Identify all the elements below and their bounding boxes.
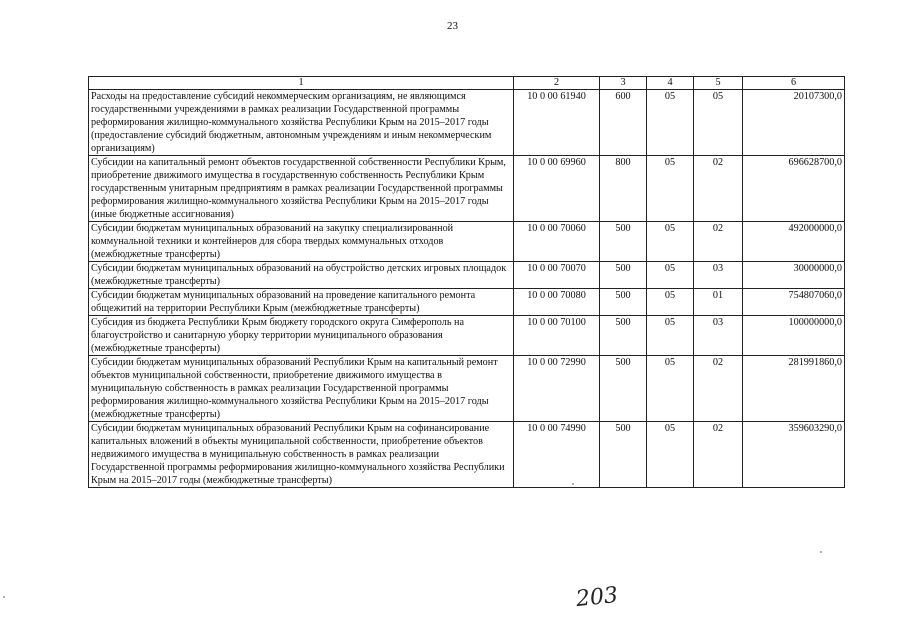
scan-speck bbox=[820, 551, 822, 553]
header-col-5: 5 bbox=[694, 77, 743, 90]
table-row bbox=[89, 289, 845, 316]
row-subsection: 02 bbox=[694, 422, 743, 488]
table-row bbox=[89, 222, 845, 262]
row-expense-type: 500 bbox=[600, 222, 647, 262]
row-section: 05 bbox=[647, 222, 694, 262]
row-subsection: 03 bbox=[694, 316, 743, 356]
scan-speck bbox=[572, 483, 574, 485]
row-section: 05 bbox=[647, 262, 694, 289]
row-description: Субсидии бюджетам муниципальных образований Республики Крым на софинансирование капитальных вложений в объекты муниципальной собственности, приобретение объектов недвижимого имущества в муниципальную собственность в рамках реализации Государственной программы реформирования жилищно-коммунального хозяйства Республики Крым на 2015–2017 годы (межбюджетные трансферты) bbox=[89, 422, 514, 488]
scan-speck bbox=[3, 596, 5, 598]
header-col-3: 3 bbox=[600, 77, 647, 90]
row-description: Субсидии бюджетам муниципальных образований на проведение капитального ремонта общежитий на территории Республики Крым (межбюджетные трансферты) bbox=[89, 289, 514, 316]
row-description: Субсидии бюджетам муниципальных образований Республики Крым на капитальный ремонт объектов муниципальной собственности, приобретение движимого имущества в муниципальную собственность в рамках реализации Государственной программы реформирования жилищно-коммунального хозяйства Республики Крым на 2015–2017 годы (межбюджетные трансферты) bbox=[89, 356, 514, 422]
row-amount: 100000000,0 bbox=[743, 316, 845, 356]
row-subsection: 02 bbox=[694, 156, 743, 222]
row-expense-type: 800 bbox=[600, 156, 647, 222]
table-row bbox=[89, 90, 845, 156]
row-amount: 696628700,0 bbox=[743, 156, 845, 222]
handwritten-page-note: 203 bbox=[574, 582, 620, 613]
row-expense-type: 500 bbox=[600, 289, 647, 316]
row-amount: 30000000,0 bbox=[743, 262, 845, 289]
budget-table bbox=[88, 76, 845, 488]
row-expense-type: 500 bbox=[600, 422, 647, 488]
row-expense-type: 600 bbox=[600, 90, 647, 156]
row-target-code: 10 0 00 70100 bbox=[514, 316, 600, 356]
row-section: 05 bbox=[647, 316, 694, 356]
table-row bbox=[89, 262, 845, 289]
row-section: 05 bbox=[647, 422, 694, 488]
header-col-6: 6 bbox=[743, 77, 845, 90]
table-row bbox=[89, 156, 845, 222]
row-amount: 20107300,0 bbox=[743, 90, 845, 156]
row-target-code: 10 0 00 70060 bbox=[514, 222, 600, 262]
page-number: 23 bbox=[447, 20, 458, 32]
row-subsection: 03 bbox=[694, 262, 743, 289]
header-col-4: 4 bbox=[647, 77, 694, 90]
row-target-code: 10 0 00 61940 bbox=[514, 90, 600, 156]
header-col-1: 1 bbox=[89, 77, 514, 90]
row-target-code: 10 0 00 74990 bbox=[514, 422, 600, 488]
row-amount: 492000000,0 bbox=[743, 222, 845, 262]
row-target-code: 10 0 00 70070 bbox=[514, 262, 600, 289]
row-target-code: 10 0 00 69960 bbox=[514, 156, 600, 222]
row-section: 05 bbox=[647, 356, 694, 422]
row-amount: 281991860,0 bbox=[743, 356, 845, 422]
table-row bbox=[89, 356, 845, 422]
row-description: Расходы на предоставление субсидий некоммерческим организациям, не являющимся государственными учреждениями в рамках реализации Государственной программы реформирования жилищно-коммунального хозяйства Республики Крым на 2015–2017 годы (предоставление субсидий бюджетным, автономным учреждениям и иным некоммерческим организациям) bbox=[89, 90, 514, 156]
row-description: Субсидии бюджетам муниципальных образований на обустройство детских игровых площадок (межбюджетные трансферты) bbox=[89, 262, 514, 289]
row-amount: 754807060,0 bbox=[743, 289, 845, 316]
row-section: 05 bbox=[647, 289, 694, 316]
row-subsection: 02 bbox=[694, 222, 743, 262]
row-target-code: 10 0 00 70080 bbox=[514, 289, 600, 316]
table-header-row bbox=[89, 77, 845, 90]
row-amount: 359603290,0 bbox=[743, 422, 845, 488]
row-description: Субсидия из бюджета Республики Крым бюджету городского округа Симферополь на благоустройство и санитарную уборку территории муниципального образования (межбюджетные трансферты) bbox=[89, 316, 514, 356]
header-col-2: 2 bbox=[514, 77, 600, 90]
row-expense-type: 500 bbox=[600, 262, 647, 289]
table-row bbox=[89, 422, 845, 488]
row-subsection: 02 bbox=[694, 356, 743, 422]
row-subsection: 01 bbox=[694, 289, 743, 316]
row-description: Субсидии бюджетам муниципальных образований на закупку специализированной коммунальной техники и контейнеров для сбора твердых коммунальных отходов (межбюджетные трансферты) bbox=[89, 222, 514, 262]
row-subsection: 05 bbox=[694, 90, 743, 156]
row-expense-type: 500 bbox=[600, 356, 647, 422]
row-target-code: 10 0 00 72990 bbox=[514, 356, 600, 422]
table-row bbox=[89, 316, 845, 356]
row-section: 05 bbox=[647, 156, 694, 222]
row-description: Субсидии на капитальный ремонт объектов государственной собственности Республики Крым, приобретение движимого имущества в государственную собственность Республики Крым государственным унитарным предприятиям в рамках реализации Государственной программы реформирования жилищно-коммунального хозяйства Республики Крым на 2015–2017 годы (иные бюджетные ассигнования) bbox=[89, 156, 514, 222]
row-expense-type: 500 bbox=[600, 316, 647, 356]
row-section: 05 bbox=[647, 90, 694, 156]
